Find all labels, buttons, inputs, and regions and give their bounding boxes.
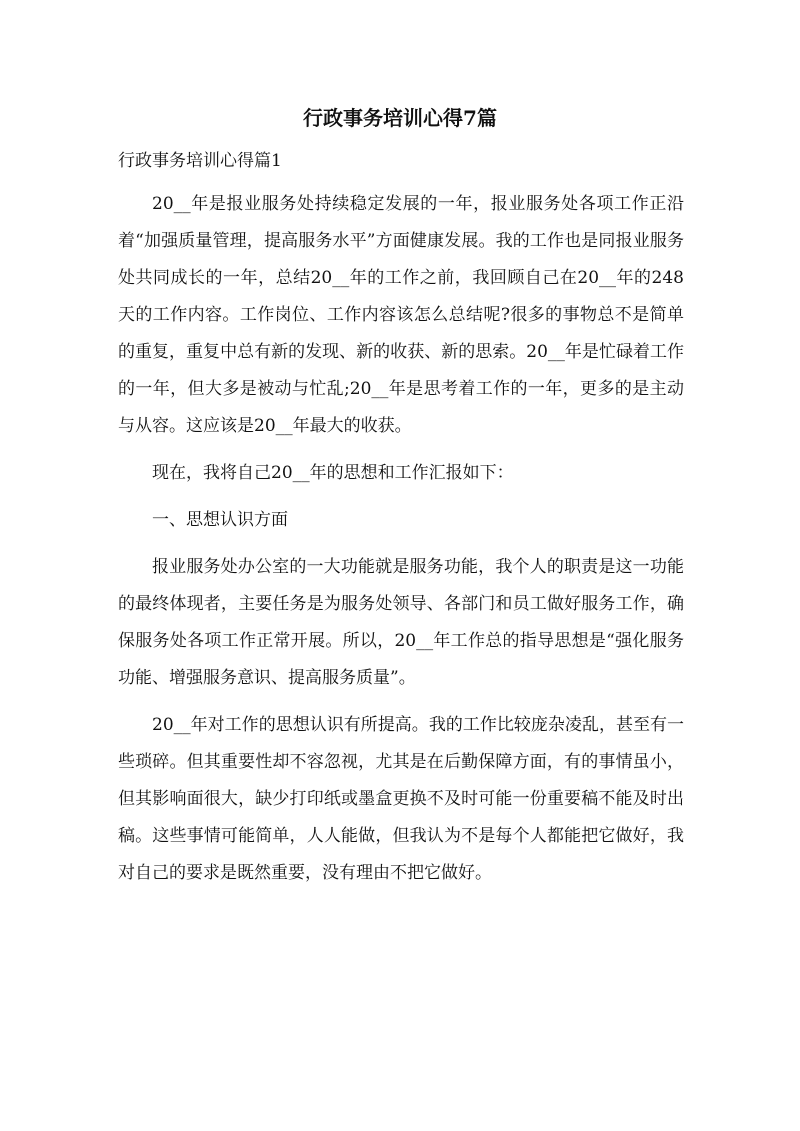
document-body <box>118 146 684 902</box>
paragraph: 20__年是报业服务处持续稳定发展的一年，报业服务处各项工作正沿着“加强质量管理，提高服务水平”方面健康发展。我的工作也是同报业服务处共同成长的一年，总结20__年的工作之前，我回顾自己在20__年的248天的工作内容。工作岗位、工作内容该怎么总结呢?很多的事物总不是简单的重复，重复中总有新的发现、新的收获、新的思索。20__年是忙碌着工作的一年，但大多是被动与忙乱;20__年是思考着工作的一年，更多的是主动与从容。这应该是20__年最大的收获。 <box>118 194 684 436</box>
paragraph: 现在，我将自己20__年的思想和工作汇报如下： <box>152 463 514 483</box>
section-heading: 一、思想认识方面 <box>152 510 288 530</box>
section-subtitle: 行政事务培训心得篇1 <box>118 151 282 171</box>
document-title: 行政事务培训心得7篇 <box>303 106 497 130</box>
paragraph: 20__年对工作的思想认识有所提高。我的工作比较庞杂凌乱，甚至有一些琐碎。但其重要性却不容忽视，尤其是在后勤保障方面，有的事情虽小，但其影响面很大，缺少打印纸或墨盒更换不及时可能一份重要稿不能及时出稿。这些事情可能简单，人人能做，但我认为不是每个人都能把它做好，我对自己的要求是既然重要，没有理由不把它做好。 <box>118 715 684 883</box>
paragraph: 报业服务处办公室的一大功能就是服务功能，我个人的职责是这一功能的最终体现者，主要任务是为服务处领导、各部门和员工做好服务工作，确保服务处各项工作正常开展。所以，20__年工作总的指导思想是“强化服务功能、增强服务意识、提高服务质量”。 <box>118 557 684 688</box>
